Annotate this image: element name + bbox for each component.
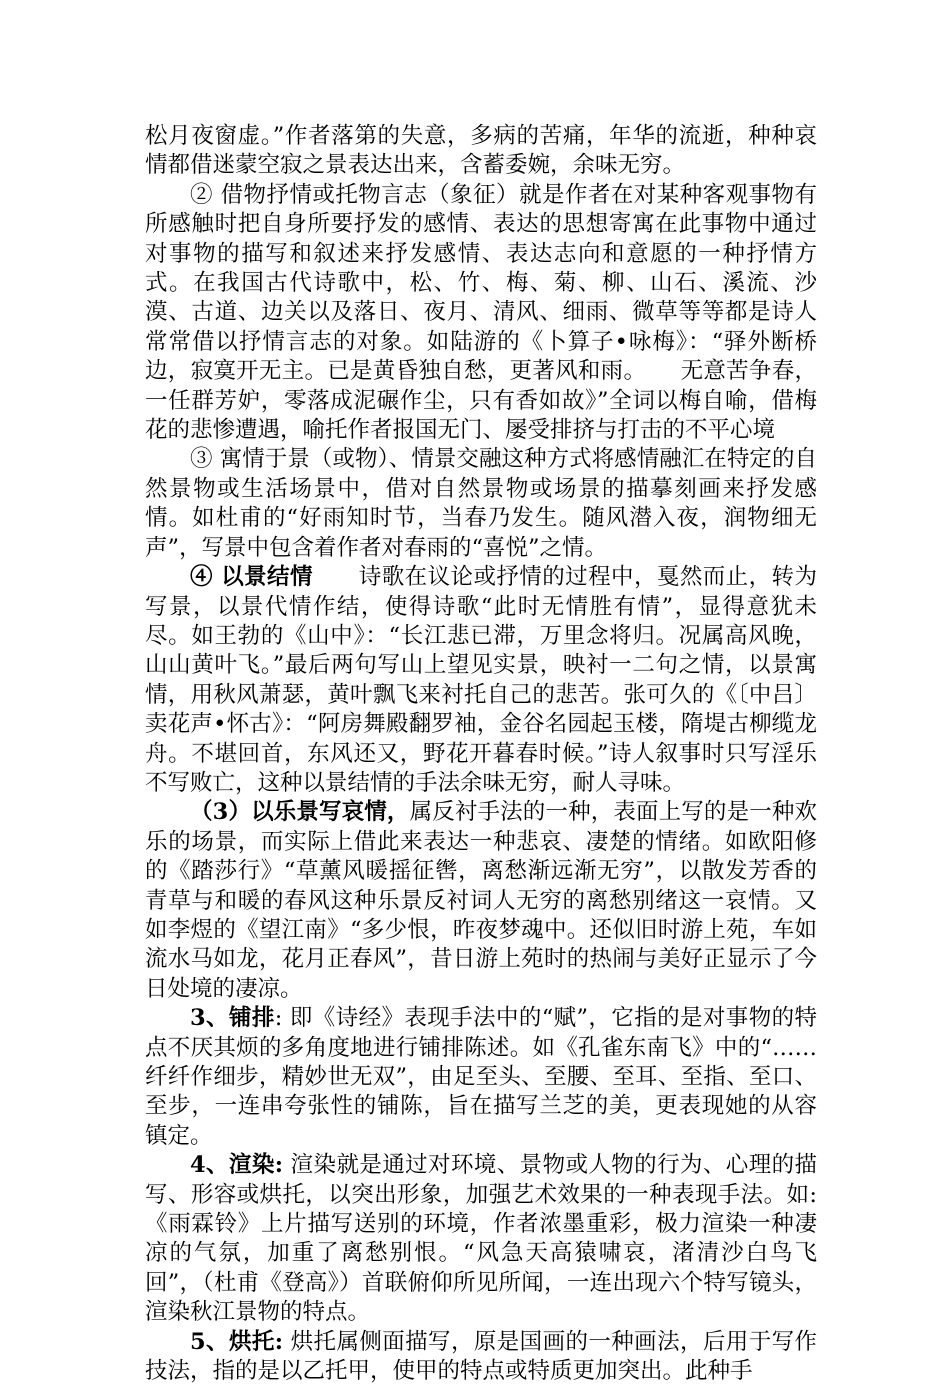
paragraph-body: 诗歌在议论或抒情的过程中，戛然而止，转为写景，以景代情作结，使得诗歌“此时无情胜有情”，显得意犹未尽。如王勃的《山中》：“长江悲已滞，万里念将归。况属高风晚，山山黄叶飞。”最后两句写山上望见实景，映衬一二句之情，以景寓情，用秋风萧瑟，黄叶飘飞来衬托自己的悲苦。张可久的《〔中吕〕卖花声•怀古》：“阿房舞殿翻罗袖，金谷名园起玉楼，隋堤古柳缆龙舟。不堪回首，东风还又，野花开暮春时候。”诗人叙事时只写淫乐不写败亡，这种以景结情的手法余味无穷，耐人寻味。 bbox=[145, 564, 817, 796]
paragraph-setting-off bbox=[145, 1328, 817, 1386]
paragraph-body: 烘托属侧面描写，原是国画的一种画法，后用于写作技法，指的是以乙托甲，使甲的特点或特质更加突出。此种手 bbox=[145, 1328, 817, 1385]
paragraph-body: ② 借物抒情或托物言志（象征）就是作者在对某种客观事物有所感触时把自身所要抒发的感情、表达的思想寄寓在此事物中通过对事物的描写和叙述来抒发感情、表达志向和意愿的一种抒情方式。在我国古代诗歌中，松、竹、梅、菊、柳、山石、溪流、沙漠、古道、边关以及落日、夜月、清风、细雨、微草等等都是诗人常常借以抒情言志的对象。如陆游的《卜算子•咏梅》：“驿外断桥边，寂寞开无主。已是黄昏独自愁，更著风和雨。 无意苦争春，一任群芳妒，零落成泥碾作尘，只有香如故》”全词以梅自喻，借梅花的悲惨遭遇，喻托作者报国无门、屡受排挤与打击的不平心境 bbox=[145, 181, 817, 444]
paragraph-continuation bbox=[145, 122, 817, 181]
paragraph-contrast bbox=[145, 798, 817, 1004]
paragraph-body: ③ 寓情于景（或物）、情景交融这种方式将感情融汇在特定的自然景物或生活场景中，借对自然景物或场景的描摹刻画来抒发感情。如杜甫的“好雨知时节，当春乃发生。随风潜入夜，润物细无声”，写景中包含着作者对春雨的“喜悦”之情。 bbox=[145, 446, 817, 561]
document-page bbox=[145, 122, 817, 1386]
paragraph-enumeration bbox=[145, 1004, 817, 1151]
paragraph-body: : 即《诗经》表现手法中的“赋”，它指的是对事物的特点不厌其烦的多角度地进行铺排陈述。如《孔雀东南飞》中的“……纤纤作细步，精妙世无双”，由足至头、至腰、至耳、至指、至口、至步，一连串夸张性的铺陈，旨在描写兰芝的美，更表现她的从容镇定。 bbox=[145, 1005, 817, 1149]
paragraph-heading: 3、铺排 bbox=[190, 1005, 275, 1032]
paragraph-scene-emotion bbox=[145, 445, 817, 563]
paragraph-heading: 5、烘托: bbox=[190, 1328, 284, 1355]
paragraph-ending-with-scene bbox=[145, 563, 817, 798]
paragraph-heading: 4、渲染: bbox=[190, 1152, 284, 1179]
paragraph-symbolism bbox=[145, 181, 817, 446]
paragraph-heading: ④ 以景结情 bbox=[190, 564, 313, 591]
paragraph-body: 属反衬手法的一种，表面上写的是一种欢乐的场景，而实际上借此来表达一种悲哀、凄楚的情绪。如欧阳修的《踏莎行》“草薰风暖摇征辔，离愁渐远渐无穷”，以散发芳香的青草与和暖的春风这种乐景反衬词人无穷的离愁别绪这一哀情。又如李煜的《望江南》“多少恨，昨夜梦魂中。还似旧时游上苑，车如流水马如龙，花月正春风”，昔日游上苑时的热闹与美好正显示了今日处境的凄凉。 bbox=[145, 799, 817, 1002]
paragraph-rendering bbox=[145, 1151, 817, 1327]
paragraph-heading: （3）以乐景写哀情， bbox=[190, 799, 410, 826]
paragraph-body: 渲染就是通过对环境、景物或人物的行为、心理的描写、形容或烘托，以突出形象，加强艺术效果的一种表现手法。如:《雨霖铃》上片描写送别的环境，作者浓墨重彩，极力渲染一种凄凉的气氛，加重了离愁别恨。“风急天高猿啸哀，渚清沙白鸟飞回”，（杜甫《登高》）首联俯仰所见所闻，一连出现六个特写镜头，渲染秋江景物的特点。 bbox=[145, 1152, 817, 1326]
paragraph-body: 松月夜窗虚。”作者落第的失意，多病的苦痛，年华的流逝，种种哀情都借迷蒙空寂之景表达出来，含蓄委婉，余味无穷。 bbox=[145, 123, 817, 179]
